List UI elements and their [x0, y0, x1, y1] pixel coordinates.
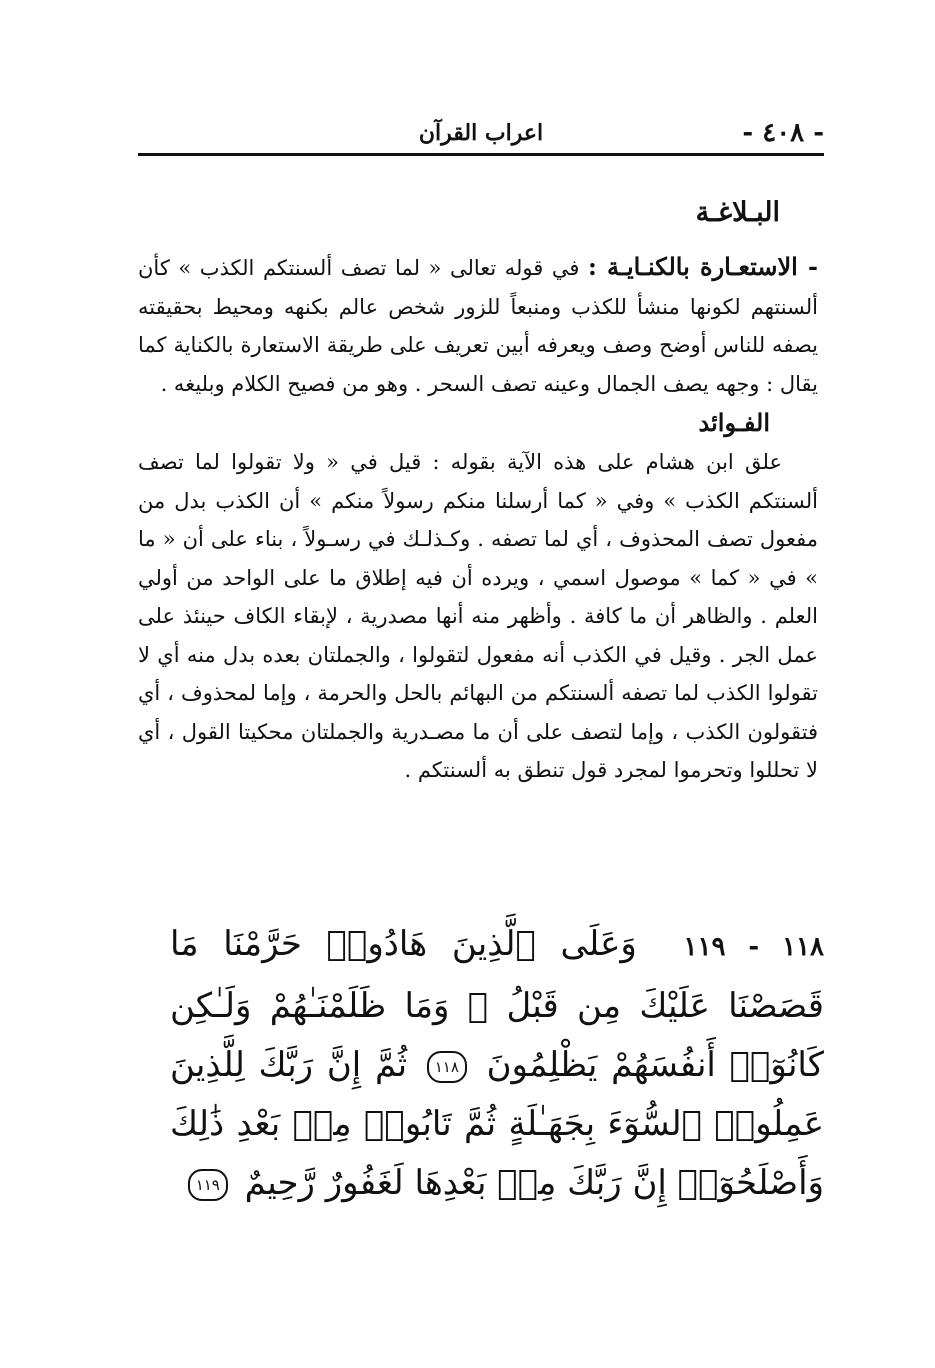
balagha-term: - الاستعـارة بالكنـايـة :: [587, 252, 818, 281]
verse-118-text: وَعَلَى ٱلَّذِينَ هَادُوا۟ حَرَّمْنَا مَا قَصَصْنَا عَلَيْكَ مِن قَبْلُ ۖ وَمَا ظَلَمْنَـٰهُمْ وَلَـٰكِن كَانُوٓا۟ أَنفُسَهُمْ يَظْلِمُونَ: [170, 924, 824, 1085]
ayah-end-marker-icon: ١١٩: [188, 1169, 228, 1201]
ayah-end-marker-icon: ١١٨: [427, 1051, 467, 1083]
verse-numbers: ١١٨ - ١١٩: [683, 932, 824, 962]
balagha-text: في قوله تعالى « لما تصف ألسنتكم الكذب » كأن ألسنتهم لكونها منشأ للكذب ومنبعاً للزور شخص عالم بكنهه ومحيط بحقيقته يصفه للناس أوضح وصف ويعرفه أبين تعريف على طريقة الاستعارة بالكناية كما يقال : وجهه يصف الجمال وعينه تصف السحر . وهو من فصيح الكلام وبليغه .: [138, 256, 818, 396]
quran-verses: [170, 915, 824, 1213]
balagha-paragraph: [138, 248, 818, 403]
page-number: - ٤٠٨ -: [742, 118, 824, 148]
verse-119-text: ثُمَّ إِنَّ رَبَّكَ لِلَّذِينَ عَمِلُوا۟ ٱلسُّوٓءَ بِجَهَـٰلَةٍ ثُمَّ تَابُوا۟ مِنۢ بَعْدِ ذَٰلِكَ وَأَصْلَحُوٓا۟ إِنَّ رَبَّكَ مِنۢ بَعْدِهَا لَغَفُورٌ رَّحِيمٌ: [170, 1045, 824, 1203]
fawaid-heading: الفـوائد: [698, 408, 770, 437]
page-header: [138, 112, 824, 152]
fawaid-paragraph: علق ابن هشام على هذه الآية بقوله : قيل في « ولا تقولوا لما تصف ألسنتكم الكذب » وفي « كما أرسلنا منكم رسولاً منكم » أن الكذب بدل من مفعول تصف المحذوف ، أي لما تصفه . وكـذلـك في رسـولاً ، بناء على أن « ما » في « كما » موصول اسمي ، ويرده أن فيه إطلاق ما على الواحد من أولي العلم . والظاهر أن ما كافة . وأظهر منه أنها مصدرية ، لإبقاء الكاف حينئذ على عمل الجر . وقيل في الكذب أنه مفعول لتقولوا ، والجملتان بعده بدل منه أي لا تقولوا الكذب لما تصفه ألسنتكم من البهائم بالحل والحرمة ، وإما لمحذوف ، أي فتقولون الكذب ، وإما لتصف على أن ما مصـدرية والجملتان محكيتا القول ، أي لا تحللوا وتحرموا لمجرد قول تنطق به ألسنتكم .: [138, 450, 818, 782]
page-body: [138, 190, 818, 790]
header-divider: [138, 153, 824, 156]
balagha-heading: البـلاغـة: [695, 197, 780, 228]
running-title: اعراب القرآن: [418, 120, 544, 146]
